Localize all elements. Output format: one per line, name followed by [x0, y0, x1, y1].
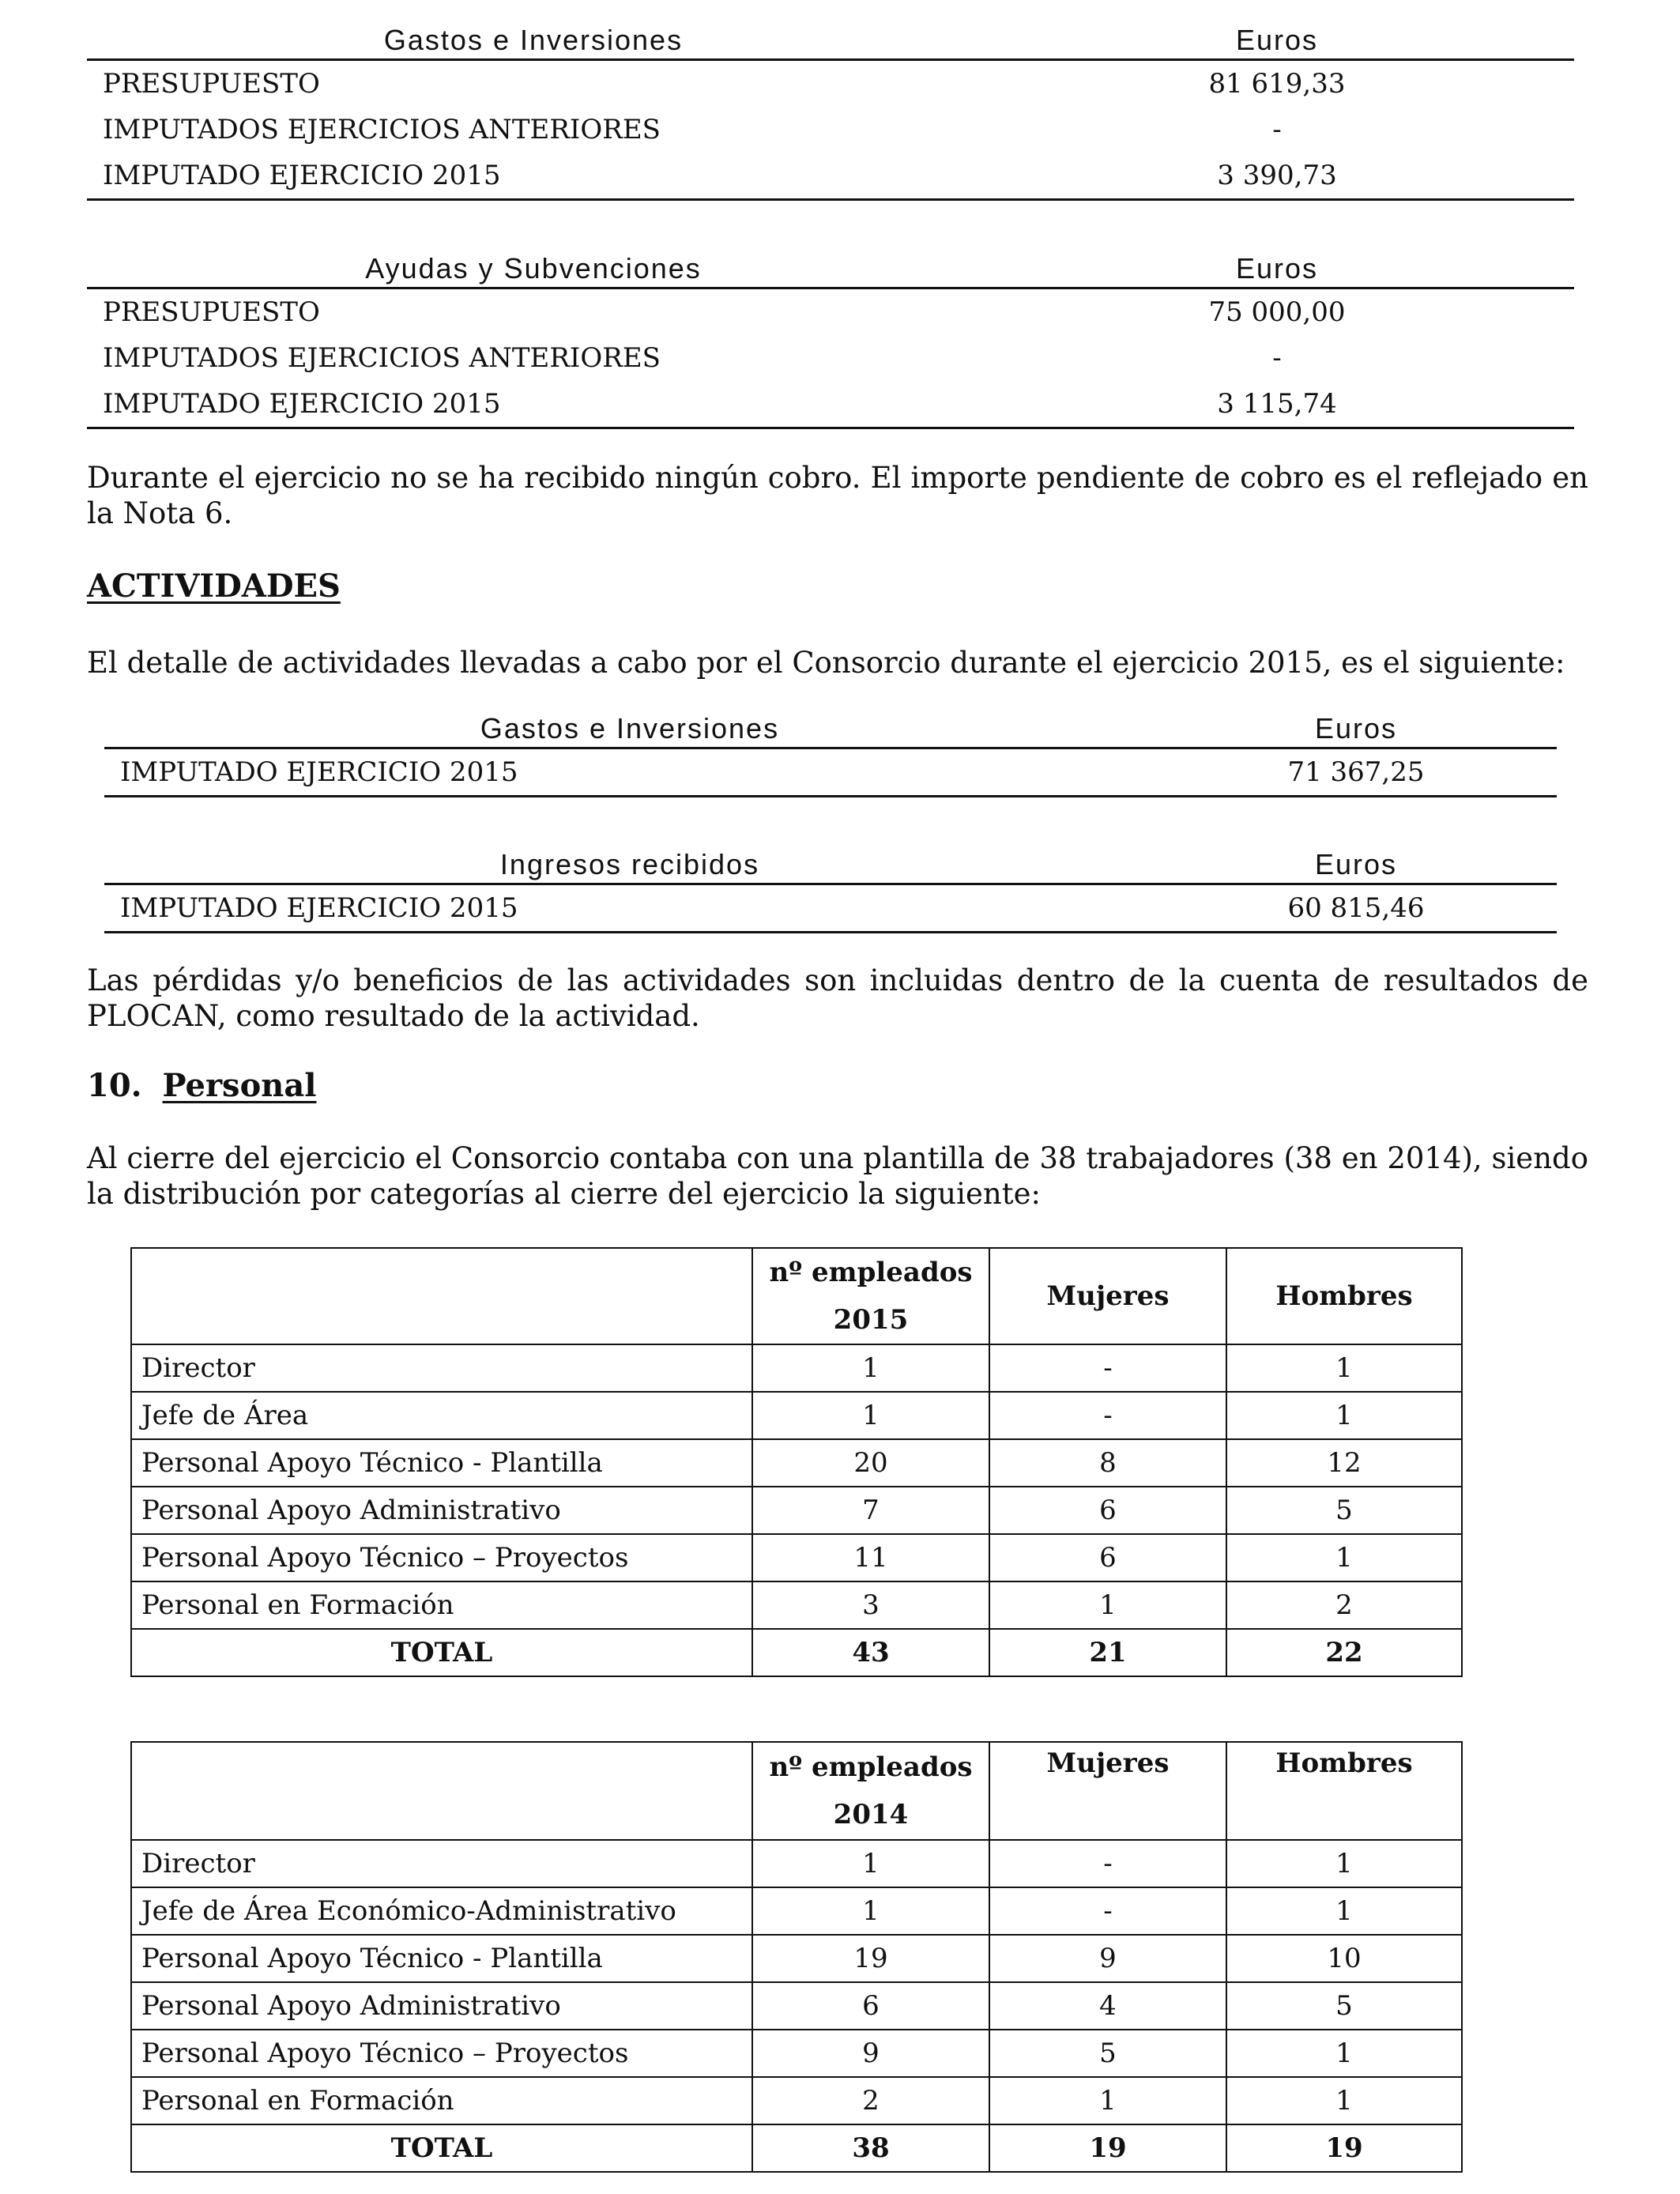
table-row	[131, 2077, 1462, 2124]
header-year: 2014	[833, 1799, 909, 1830]
row-value: 3 115,74	[980, 381, 1574, 428]
men-cell: 5	[1226, 1487, 1462, 1534]
row-value: -	[1272, 114, 1282, 145]
category-cell: Director	[131, 1840, 752, 1887]
women-cell: 1	[989, 2077, 1226, 2124]
category-cell: Personal Apoyo Administrativo	[131, 1487, 752, 1534]
column-header-concept: Gastos e Inversiones	[104, 699, 1155, 748]
paragraph-results: Las pérdidas y/o beneficios de las actividades son incluidas dentro de la cuenta de resultados de PLOCAN, como resultado de la actividad.	[87, 963, 1588, 1033]
header-year: 2015	[833, 1304, 909, 1336]
row-label: IMPUTADO EJERCICIO 2015	[87, 153, 980, 200]
table-header-row	[87, 239, 1574, 288]
table-row	[131, 1487, 1462, 1534]
row-label: IMPUTADO EJERCICIO 2015	[104, 748, 1155, 797]
women-cell: 9	[989, 1935, 1226, 1982]
table-row	[87, 381, 1574, 428]
total-employees: 38	[752, 2124, 989, 2172]
men-cell: 5	[1226, 1982, 1462, 2030]
table-header-row	[131, 1742, 1462, 1840]
category-cell: Personal en Formación	[131, 1581, 752, 1629]
men-cell: 1	[1226, 1344, 1462, 1392]
category-cell: Personal Apoyo Técnico - Plantilla	[131, 1439, 752, 1487]
column-header-employees	[752, 1742, 989, 1840]
header-blank	[131, 1248, 752, 1344]
women-cell: -	[989, 1392, 1226, 1439]
women-cell: 6	[989, 1534, 1226, 1581]
table-row	[131, 1439, 1462, 1487]
category-cell: Jefe de Área	[131, 1392, 752, 1439]
employees-cell: 3	[752, 1581, 989, 1629]
employees-cell: 20	[752, 1439, 989, 1487]
total-label: TOTAL	[131, 1629, 752, 1676]
men-cell: 1	[1226, 1887, 1462, 1935]
table-row	[131, 1344, 1462, 1392]
row-value: -	[1272, 342, 1282, 374]
row-value: 81 619,33	[1208, 68, 1346, 100]
row-value: 75 000,00	[1208, 296, 1346, 328]
total-men: 19	[1226, 2124, 1462, 2172]
table-row	[131, 1581, 1462, 1629]
employees-cell: 1	[752, 1392, 989, 1439]
row-label: PRESUPUESTO	[103, 296, 320, 328]
budget-expenses-table	[87, 11, 1574, 201]
employees-cell: 11	[752, 1534, 989, 1581]
column-header-euros: Euros	[1155, 835, 1557, 884]
total-women: 19	[989, 2124, 1226, 2172]
table-row	[87, 107, 1574, 153]
header-employees-label: nº empleados	[769, 1751, 973, 1783]
table-row	[131, 1392, 1462, 1439]
men-cell: 1	[1226, 2030, 1462, 2077]
employees-cell: 1	[752, 1840, 989, 1887]
row-label: IMPUTADOS EJERCICIOS ANTERIORES	[103, 114, 661, 145]
women-cell: 8	[989, 1439, 1226, 1487]
row-label: IMPUTADO EJERCICIO 2015	[104, 884, 1155, 933]
table-row	[87, 288, 1574, 336]
women-cell: 6	[989, 1487, 1226, 1534]
column-header-women: Mujeres	[989, 1248, 1226, 1344]
column-header-euros: Euros	[980, 239, 1574, 288]
section-title: Personal	[162, 1067, 317, 1104]
table-row	[104, 884, 1557, 933]
men-cell: 10	[1226, 1935, 1462, 1982]
table-row	[131, 1840, 1462, 1887]
paragraph-staff-intro: Al cierre del ejercicio el Consorcio contaba con una plantilla de 38 trabajadores (38 en 2014), siendo la distribución por categorías al cierre del ejercicio la siguiente:	[87, 1141, 1588, 1211]
men-cell: 2	[1226, 1581, 1462, 1629]
category-cell: Personal Apoyo Administrativo	[131, 1982, 752, 2030]
women-cell: 5	[989, 2030, 1226, 2077]
row-label: IMPUTADOS EJERCICIOS ANTERIORES	[103, 342, 661, 374]
table-header-row	[104, 835, 1557, 884]
column-header-men: Hombres	[1226, 1248, 1462, 1344]
grants-table	[87, 239, 1574, 429]
total-label: TOTAL	[131, 2124, 752, 2172]
row-value: 71 367,25	[1155, 748, 1557, 797]
employees-cell: 2	[752, 2077, 989, 2124]
activities-expenses-table	[104, 699, 1557, 797]
staff-table-2014	[130, 1741, 1463, 2173]
row-label: IMPUTADO EJERCICIO 2015	[87, 381, 980, 428]
section-heading-personal	[87, 1067, 316, 1104]
column-header-concept: Gastos e Inversiones	[87, 11, 980, 60]
column-header-euros: Euros	[1155, 699, 1557, 748]
total-women: 21	[989, 1629, 1226, 1676]
category-cell: Personal Apoyo Técnico - Plantilla	[131, 1935, 752, 1982]
table-row	[131, 1534, 1462, 1581]
table-row	[131, 2030, 1462, 2077]
staff-table-2015	[130, 1247, 1463, 1677]
women-cell: -	[989, 1887, 1226, 1935]
employees-cell: 9	[752, 2030, 989, 2077]
income-received-table	[104, 835, 1557, 933]
total-men: 22	[1226, 1629, 1462, 1676]
employees-cell: 1	[752, 1344, 989, 1392]
category-cell: Personal Apoyo Técnico – Proyectos	[131, 2030, 752, 2077]
table-header-row	[104, 699, 1557, 748]
table-row	[131, 1982, 1462, 2030]
employees-cell: 7	[752, 1487, 989, 1534]
women-cell: 1	[989, 1581, 1226, 1629]
table-header-row	[87, 11, 1574, 60]
employees-cell: 1	[752, 1887, 989, 1935]
category-cell: Personal Apoyo Técnico – Proyectos	[131, 1534, 752, 1581]
employees-cell: 6	[752, 1982, 989, 2030]
column-header-men: Hombres	[1226, 1742, 1462, 1840]
header-blank	[131, 1742, 752, 1840]
total-row	[131, 2124, 1462, 2172]
heading-text: ACTIVIDADES	[87, 567, 341, 605]
category-cell: Jefe de Área Económico-Administrativo	[131, 1887, 752, 1935]
women-cell: -	[989, 1840, 1226, 1887]
table-row	[104, 748, 1557, 797]
men-cell: 1	[1226, 1392, 1462, 1439]
header-employees-label: nº empleados	[769, 1257, 973, 1288]
table-row	[131, 1935, 1462, 1982]
table-header-row	[131, 1248, 1462, 1344]
men-cell: 1	[1226, 2077, 1462, 2124]
column-header-employees	[752, 1248, 989, 1344]
table-row	[87, 60, 1574, 107]
women-cell: 4	[989, 1982, 1226, 2030]
total-employees: 43	[752, 1629, 989, 1676]
row-value: 60 815,46	[1155, 884, 1557, 933]
employees-cell: 19	[752, 1935, 989, 1982]
paragraph-collections: Durante el ejercicio no se ha recibido ningún cobro. El importe pendiente de cobro es el reflejado en la Nota 6.	[87, 461, 1588, 530]
column-header-concept: Ingresos recibidos	[104, 835, 1155, 884]
row-label: PRESUPUESTO	[103, 68, 320, 100]
column-header-concept: Ayudas y Subvenciones	[87, 239, 980, 288]
column-header-euros: Euros	[980, 11, 1574, 60]
paragraph-activities-intro: El detalle de actividades llevadas a cabo por el Consorcio durante el ejercicio 2015, es el siguiente:	[87, 646, 1565, 680]
row-value: 3 390,73	[980, 153, 1574, 200]
total-row	[131, 1629, 1462, 1676]
table-row	[87, 153, 1574, 200]
section-number: 10.	[87, 1067, 142, 1104]
table-row	[131, 1887, 1462, 1935]
table-row	[87, 335, 1574, 381]
women-cell: -	[989, 1344, 1226, 1392]
section-heading-actividades	[87, 567, 341, 605]
category-cell: Director	[131, 1344, 752, 1392]
men-cell: 12	[1226, 1439, 1462, 1487]
men-cell: 1	[1226, 1840, 1462, 1887]
category-cell: Personal en Formación	[131, 2077, 752, 2124]
column-header-women: Mujeres	[989, 1742, 1226, 1840]
men-cell: 1	[1226, 1534, 1462, 1581]
